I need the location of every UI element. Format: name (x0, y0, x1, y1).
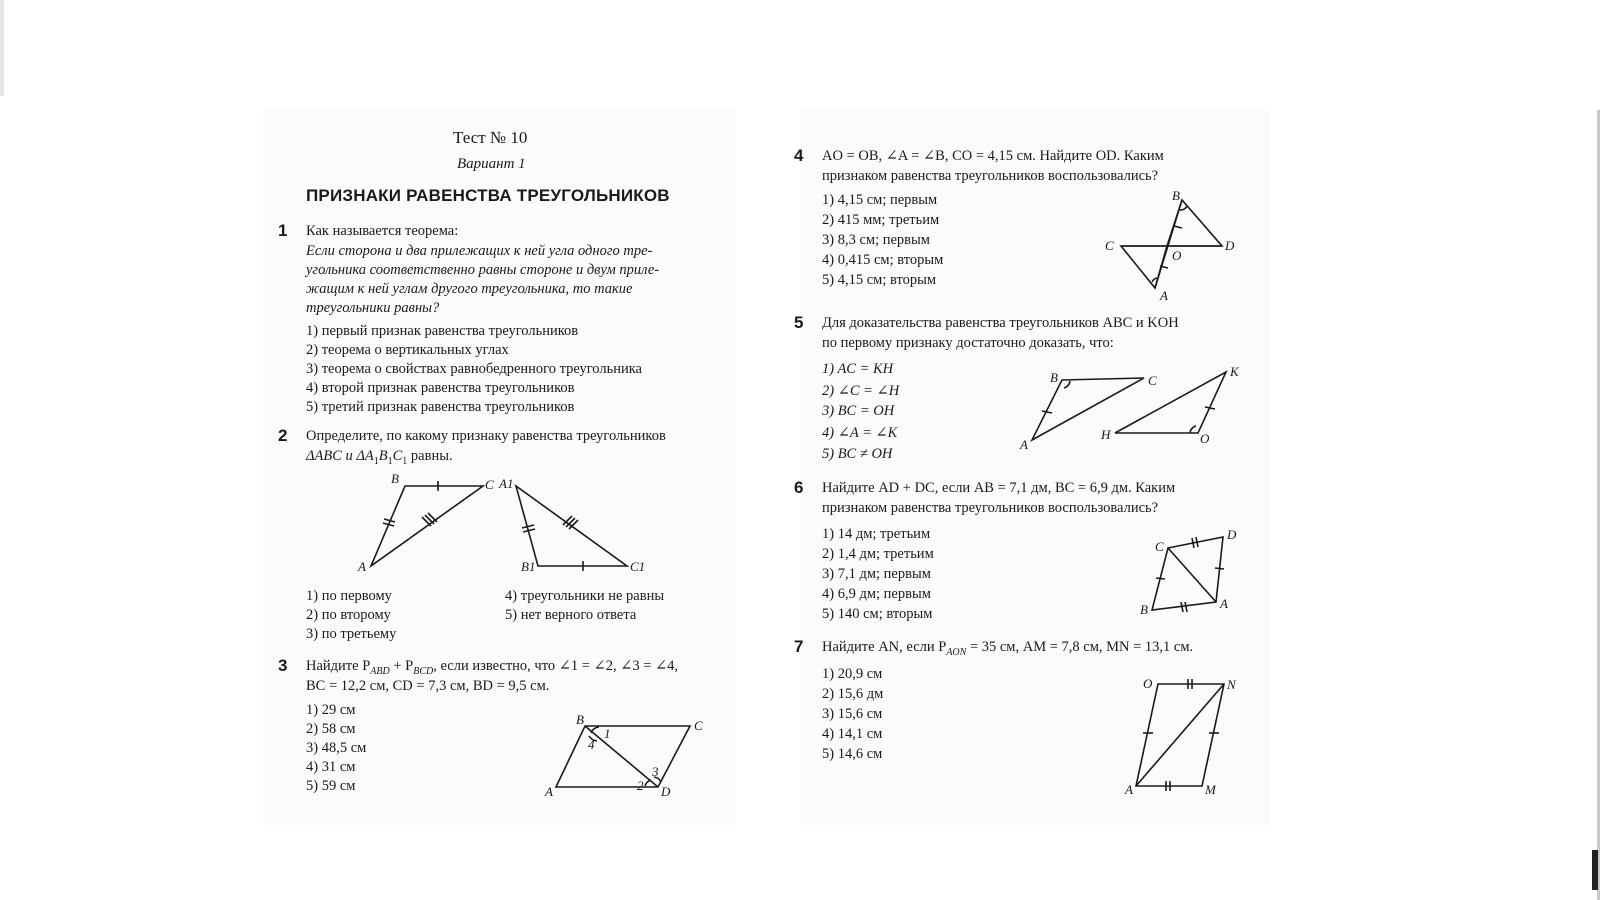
test-title: Тест № 10 (453, 128, 528, 147)
vertex-label: C (694, 718, 703, 733)
question-3-figure (545, 710, 715, 800)
vertex-label: B (576, 712, 584, 727)
angle-label: 3 (652, 764, 659, 779)
question-4-number: 4 (794, 146, 804, 165)
scan-edge-left (0, 0, 4, 96)
right-page (794, 110, 1270, 825)
question-6-text-line2: признаком равенства треугольников воспользовались? (822, 500, 1159, 516)
question-3-option: 1) 29 см (306, 702, 356, 718)
question-1-statement-line: Если сторона и два прилежащих к ней угла одного тре- (306, 243, 653, 259)
question-6-option: 5) 140 см; вторым (822, 606, 933, 622)
question-1-text: Как называется теорема: (306, 223, 459, 239)
question-7-number: 7 (794, 637, 804, 656)
vertex-label: B1 (521, 559, 536, 574)
question-1-option: 2) теорема о вертикальных углах (306, 342, 509, 358)
question-6-number: 6 (794, 478, 804, 497)
question-7-text: Найдите AN, если $P_{AON} = 35$ см, AM = 7,8 см, MN = 13,1 см. (822, 639, 1194, 658)
vertex-label: A (358, 559, 366, 574)
question-5-option: 3) BC = OH (822, 403, 895, 419)
vertex-label: D (1225, 238, 1235, 253)
vertex-label: D (661, 784, 671, 799)
question-6-figure (1130, 522, 1250, 617)
vertex-label: M (1205, 782, 1216, 797)
question-1-option: 5) третий признак равенства треугольников (306, 399, 575, 415)
question-3-option: 3) 48,5 см (306, 740, 367, 756)
question-3-number: 3 (278, 656, 288, 675)
question-4-option: 4) 0,415 см; вторым (822, 252, 944, 268)
variant-label: Вариант 1 (457, 156, 526, 172)
question-4-figure (1100, 188, 1250, 308)
section-heading: ПРИЗНАКИ РАВЕНСТВА ТРЕУГОЛЬНИКОВ (306, 186, 670, 205)
vertex-label: H (1101, 427, 1111, 442)
question-6-option: 3) 7,1 дм; первым (822, 566, 931, 582)
question-3-text: Найдите $P_{ABD} + P_{BCD}$, если известно, что ∠1 = ∠2, ∠3 = ∠4, (306, 658, 679, 677)
question-7-option: 3) 15,6 см (822, 706, 883, 722)
angle-label: 1 (604, 726, 611, 741)
question-2-option: 5) нет верного ответа (505, 607, 637, 623)
question-7-figure (1125, 672, 1255, 802)
vertex-label: A (1020, 437, 1028, 452)
question-6-option: 4) 6,9 дм; первым (822, 586, 931, 602)
angle-label: 2 (637, 778, 644, 793)
vertex-label: K (1230, 364, 1239, 379)
question-7-option: 2) 15,6 дм (822, 686, 884, 702)
question-4-option: 2) 415 мм; третьим (822, 212, 940, 228)
question-3-option: 5) 59 см (306, 778, 356, 794)
vertex-label: B (391, 471, 399, 486)
vertex-label: A (545, 784, 553, 799)
question-2-text-line2: ΔABC и $\Delta A_1B_1C_1$ равны. (306, 448, 453, 467)
question-5-figure (1020, 360, 1250, 455)
question-1-option: 1) первый признак равенства треугольников (306, 323, 579, 339)
question-5-option: 4) ∠A = ∠K (822, 425, 898, 441)
vertex-label: B (1050, 370, 1058, 385)
question-1-statement-line: треугольники равны? (306, 300, 440, 316)
question-3-text-line2: BC = 12,2 см, CD = 7,3 см, BD = 9,5 см. (306, 678, 550, 694)
question-1-statement-line: угольника соответственно равны стороне и двум приле- (306, 262, 660, 278)
vertex-label: C (1155, 539, 1164, 554)
vertex-label: C (485, 477, 494, 492)
question-6-option: 2) 1,4 дм; третьим (822, 546, 934, 562)
diagonal-ca (1168, 548, 1216, 602)
vertex-label: A (1125, 782, 1133, 797)
question-4-text: AO = OB, ∠A = ∠B, CO = 4,15 см. Найдите OD. Каким (822, 148, 1164, 164)
question-1-statement-line: жащим к ней углам другого треугольника, то такие (306, 281, 633, 297)
vertex-label: D (1227, 527, 1237, 542)
question-2-option: 1) по первому (306, 588, 392, 604)
question-7-option: 1) 20,9 см (822, 666, 883, 682)
triangle-cao (1121, 246, 1167, 288)
question-3-option: 4) 31 см (306, 759, 356, 775)
question-2-text: Определите, по какому признаку равенства треугольников (306, 428, 666, 444)
question-4-text-line2: признаком равенства треугольников воспользовались? (822, 168, 1159, 184)
vertex-label: C (1148, 373, 1157, 388)
parallelogram-abcd (556, 726, 690, 787)
segment-ab (1155, 200, 1182, 288)
question-5-option: 2) ∠C = ∠H (822, 383, 900, 399)
vertex-label: C1 (630, 559, 646, 574)
vertex-label: B (1172, 188, 1180, 203)
left-page (263, 110, 735, 825)
vertex-label: C (1105, 238, 1114, 253)
diagonal-bd (585, 726, 658, 787)
vertex-label: A (1160, 288, 1168, 303)
vertex-label: A (1220, 596, 1228, 611)
question-7-option: 4) 14,1 см (822, 726, 883, 742)
question-7-option: 5) 14,6 см (822, 746, 883, 762)
question-1-option: 4) второй признак равенства треугольников (306, 380, 575, 396)
triangle-abc (371, 486, 483, 566)
diagonal-an (1136, 684, 1224, 786)
question-3-option: 2) 58 см (306, 721, 356, 737)
question-6-text: Найдите AD + DC, если AB = 7,1 дм, BC = 6,9 дм. Каким (822, 480, 1176, 496)
question-2-number: 2 (278, 426, 288, 445)
question-4-option: 3) 8,3 см; первым (822, 232, 930, 248)
question-5-text-line2: по первому признаку достаточно доказать, что: (822, 335, 1114, 351)
angle-label: 4 (588, 737, 595, 752)
vertex-label: O (1172, 248, 1182, 263)
question-4-option: 5) 4,15 см; вторым (822, 272, 937, 288)
question-4-option: 1) 4,15 см; первым (822, 192, 938, 208)
vertex-label: O (1143, 676, 1153, 691)
triangle-koh (1115, 372, 1226, 433)
vertex-label: B (1140, 602, 1148, 617)
question-5-number: 5 (794, 313, 804, 332)
triangle-abc (1032, 378, 1144, 440)
question-2-figure (353, 472, 653, 582)
question-5-option: 5) BC ≠ OH (822, 446, 893, 462)
question-2-option: 4) треугольники не равны (505, 588, 665, 604)
vertex-label: O (1200, 431, 1210, 446)
question-6-option: 1) 14 дм; третьим (822, 526, 931, 542)
question-1-option: 3) теорема о свойствах равнобедренного треугольника (306, 361, 642, 377)
vertex-label: N (1227, 677, 1236, 692)
vertex-label: A1 (499, 476, 514, 491)
question-5-option: 1) AC = KH (822, 361, 894, 377)
question-5-text: Для доказательства равенства треугольников ABC и KOH (822, 315, 1179, 331)
question-2-option: 2) по второму (306, 607, 391, 623)
question-1-number: 1 (278, 221, 288, 240)
question-2-option: 3) по третьему (306, 626, 397, 642)
scan-edge-mark (1592, 850, 1598, 890)
